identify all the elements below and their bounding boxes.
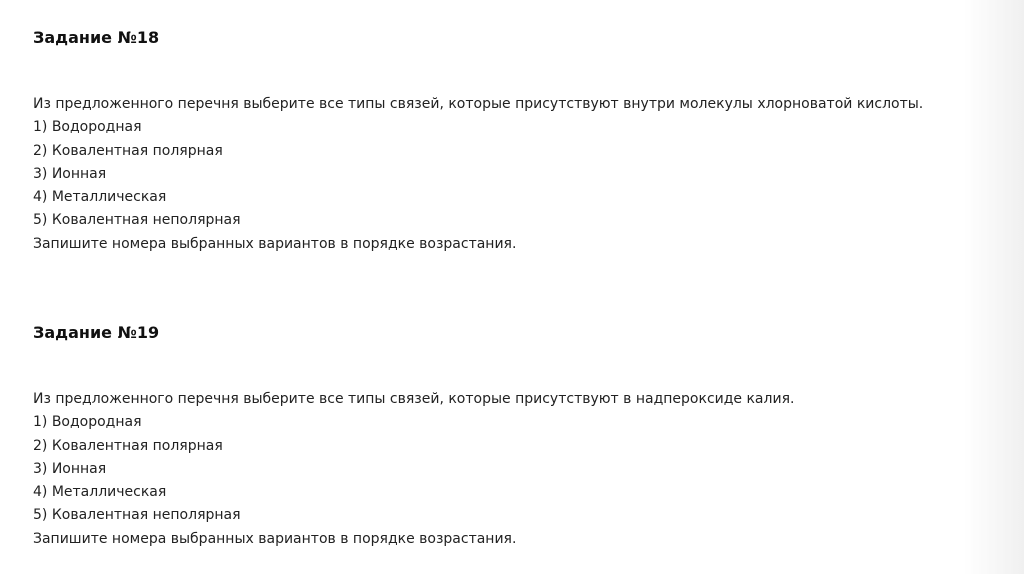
answer-option-2: 2) Ковалентная полярная <box>33 437 223 454</box>
task-question: Из предложенного перечня выберите все типы связей, которые присутствуют внутри молекулы хлорноватой кислоты. <box>33 96 924 112</box>
task-18 <box>33 28 993 256</box>
task-body <box>33 388 993 551</box>
answer-option-3: 3) Ионная <box>33 165 107 182</box>
task-19 <box>33 323 993 551</box>
answer-option-3: 3) Ионная <box>33 460 107 477</box>
answer-option-5: 5) Ковалентная неполярная <box>33 212 241 229</box>
answer-option-2: 2) Ковалентная полярная <box>33 142 223 159</box>
answer-option-1: 1) Водородная <box>33 414 142 431</box>
task-question: Из предложенного перечня выберите все типы связей, которые присутствуют в надпероксиде калия. <box>33 391 795 407</box>
answer-option-4: 4) Металлическая <box>33 189 167 206</box>
task-title: Задание №19 <box>33 323 160 342</box>
task-title: Задание №18 <box>33 28 160 47</box>
task-instruction: Запишите номера выбранных вариантов в порядке возрастания. <box>33 530 517 547</box>
answer-option-4: 4) Металлическая <box>33 484 167 501</box>
task-instruction: Запишите номера выбранных вариантов в порядке возрастания. <box>33 235 517 252</box>
answer-option-1: 1) Водородная <box>33 119 142 136</box>
task-body <box>33 93 993 256</box>
answer-option-5: 5) Ковалентная неполярная <box>33 507 241 524</box>
